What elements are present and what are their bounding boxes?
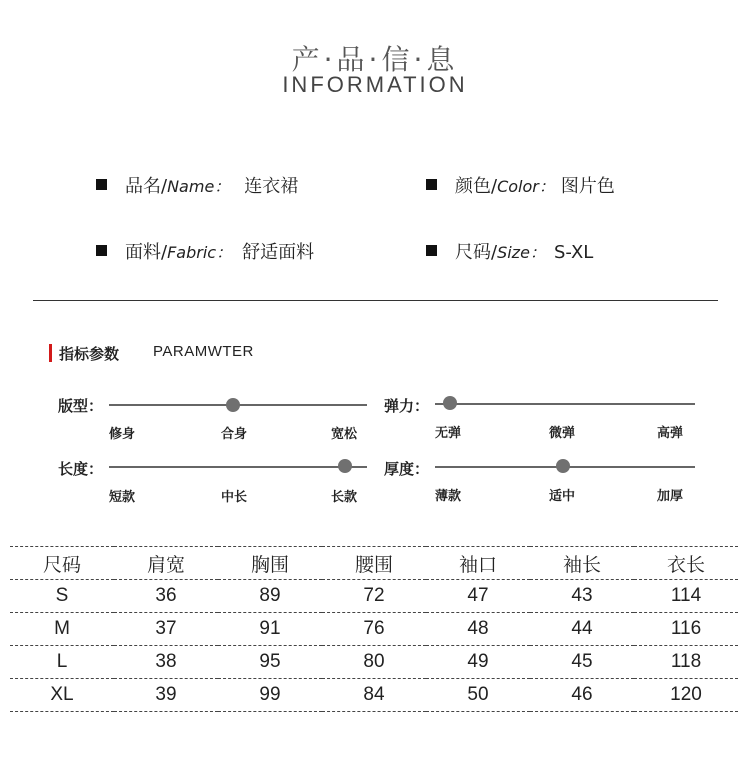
table-header: 衣长 (634, 547, 738, 580)
info-color-row (426, 172, 615, 198)
info-size-label: 尺码/Size： (455, 242, 546, 263)
square-bullet-icon (96, 245, 107, 256)
params-title-cn: 指标参数 (59, 345, 120, 363)
info-name-row (96, 172, 298, 198)
slider-thickness-tick: 适中 (549, 489, 576, 504)
info-name-label: 品名/Name： (125, 176, 231, 197)
table-cell: 120 (634, 679, 738, 712)
table-row (10, 613, 738, 646)
table-cell: 118 (634, 646, 738, 679)
slider-thickness-tick: 薄款 (435, 489, 462, 504)
table-cell: 76 (322, 613, 426, 646)
table-cell: 44 (530, 613, 634, 646)
table-cell: 45 (530, 646, 634, 679)
table-row (10, 580, 738, 613)
table-cell: M (10, 613, 114, 646)
info-fabric-label: 面料/Fabric： (125, 242, 233, 263)
accent-bar (49, 344, 52, 362)
table-cell: 48 (426, 613, 530, 646)
table-cell: 39 (114, 679, 218, 712)
info-size-row (426, 238, 593, 264)
info-fabric-value: 舒适面料 (242, 242, 315, 263)
slider-fit-tick: 修身 (109, 427, 136, 442)
table-cell: 47 (426, 580, 530, 613)
info-name-value: 连衣裙 (244, 176, 299, 197)
table-cell: 80 (322, 646, 426, 679)
square-bullet-icon (426, 245, 437, 256)
section-divider (33, 300, 718, 301)
table-header: 腰围 (322, 547, 426, 580)
table-cell: L (10, 646, 114, 679)
params-title-en: PARAMWTER (153, 343, 254, 360)
slider-thickness-marker (556, 459, 570, 473)
table-cell: 50 (426, 679, 530, 712)
table-cell: 43 (530, 580, 634, 613)
slider-elasticity-tick: 无弹 (435, 426, 462, 441)
table-row (10, 646, 738, 679)
info-color-value: 图片色 (560, 176, 615, 197)
slider-elasticity-tick: 微弹 (549, 426, 576, 441)
slider-elasticity-label: 弹力： (384, 397, 430, 415)
table-cell: 37 (114, 613, 218, 646)
table-cell: 89 (218, 580, 322, 613)
table-cell: 49 (426, 646, 530, 679)
square-bullet-icon (426, 179, 437, 190)
slider-elasticity-marker (443, 396, 457, 410)
slider-length-track (109, 466, 367, 468)
page-title-cn: 产·品·信·息 (291, 43, 459, 76)
slider-length-marker (338, 459, 352, 473)
table-cell: 91 (218, 613, 322, 646)
table-cell: 116 (634, 613, 738, 646)
table-header-row (10, 547, 738, 580)
size-table (10, 546, 738, 712)
table-cell: 36 (114, 580, 218, 613)
table-cell: 72 (322, 580, 426, 613)
page-title-en: INFORMATION (282, 72, 468, 97)
slider-thickness-label: 厚度： (384, 460, 430, 478)
slider-length-label: 长度： (58, 460, 104, 478)
table-cell: XL (10, 679, 114, 712)
slider-elasticity-tick: 高弹 (657, 426, 684, 441)
slider-length-tick: 短款 (109, 490, 136, 505)
table-cell: 84 (322, 679, 426, 712)
table-cell: S (10, 580, 114, 613)
table-header: 袖口 (426, 547, 530, 580)
table-cell: 99 (218, 679, 322, 712)
slider-thickness-tick: 加厚 (657, 489, 684, 504)
slider-length-tick: 长款 (331, 490, 358, 505)
slider-fit-tick: 合身 (221, 427, 248, 442)
table-header: 肩宽 (114, 547, 218, 580)
table-header: 胸围 (218, 547, 322, 580)
square-bullet-icon (96, 179, 107, 190)
slider-fit-label: 版型： (58, 397, 104, 415)
slider-fit-tick: 宽松 (331, 427, 358, 442)
slider-fit-marker (226, 398, 240, 412)
info-fabric-row (96, 238, 314, 264)
table-row (10, 679, 738, 712)
table-cell: 46 (530, 679, 634, 712)
slider-length-tick: 中长 (221, 490, 248, 505)
table-header: 袖长 (530, 547, 634, 580)
info-size-value: S-XL (553, 242, 594, 263)
table-cell: 114 (634, 580, 738, 613)
table-cell: 38 (114, 646, 218, 679)
table-header: 尺码 (10, 547, 114, 580)
table-cell: 95 (218, 646, 322, 679)
info-color-label: 颜色/Color： (455, 176, 555, 197)
slider-elasticity-track (435, 403, 695, 405)
